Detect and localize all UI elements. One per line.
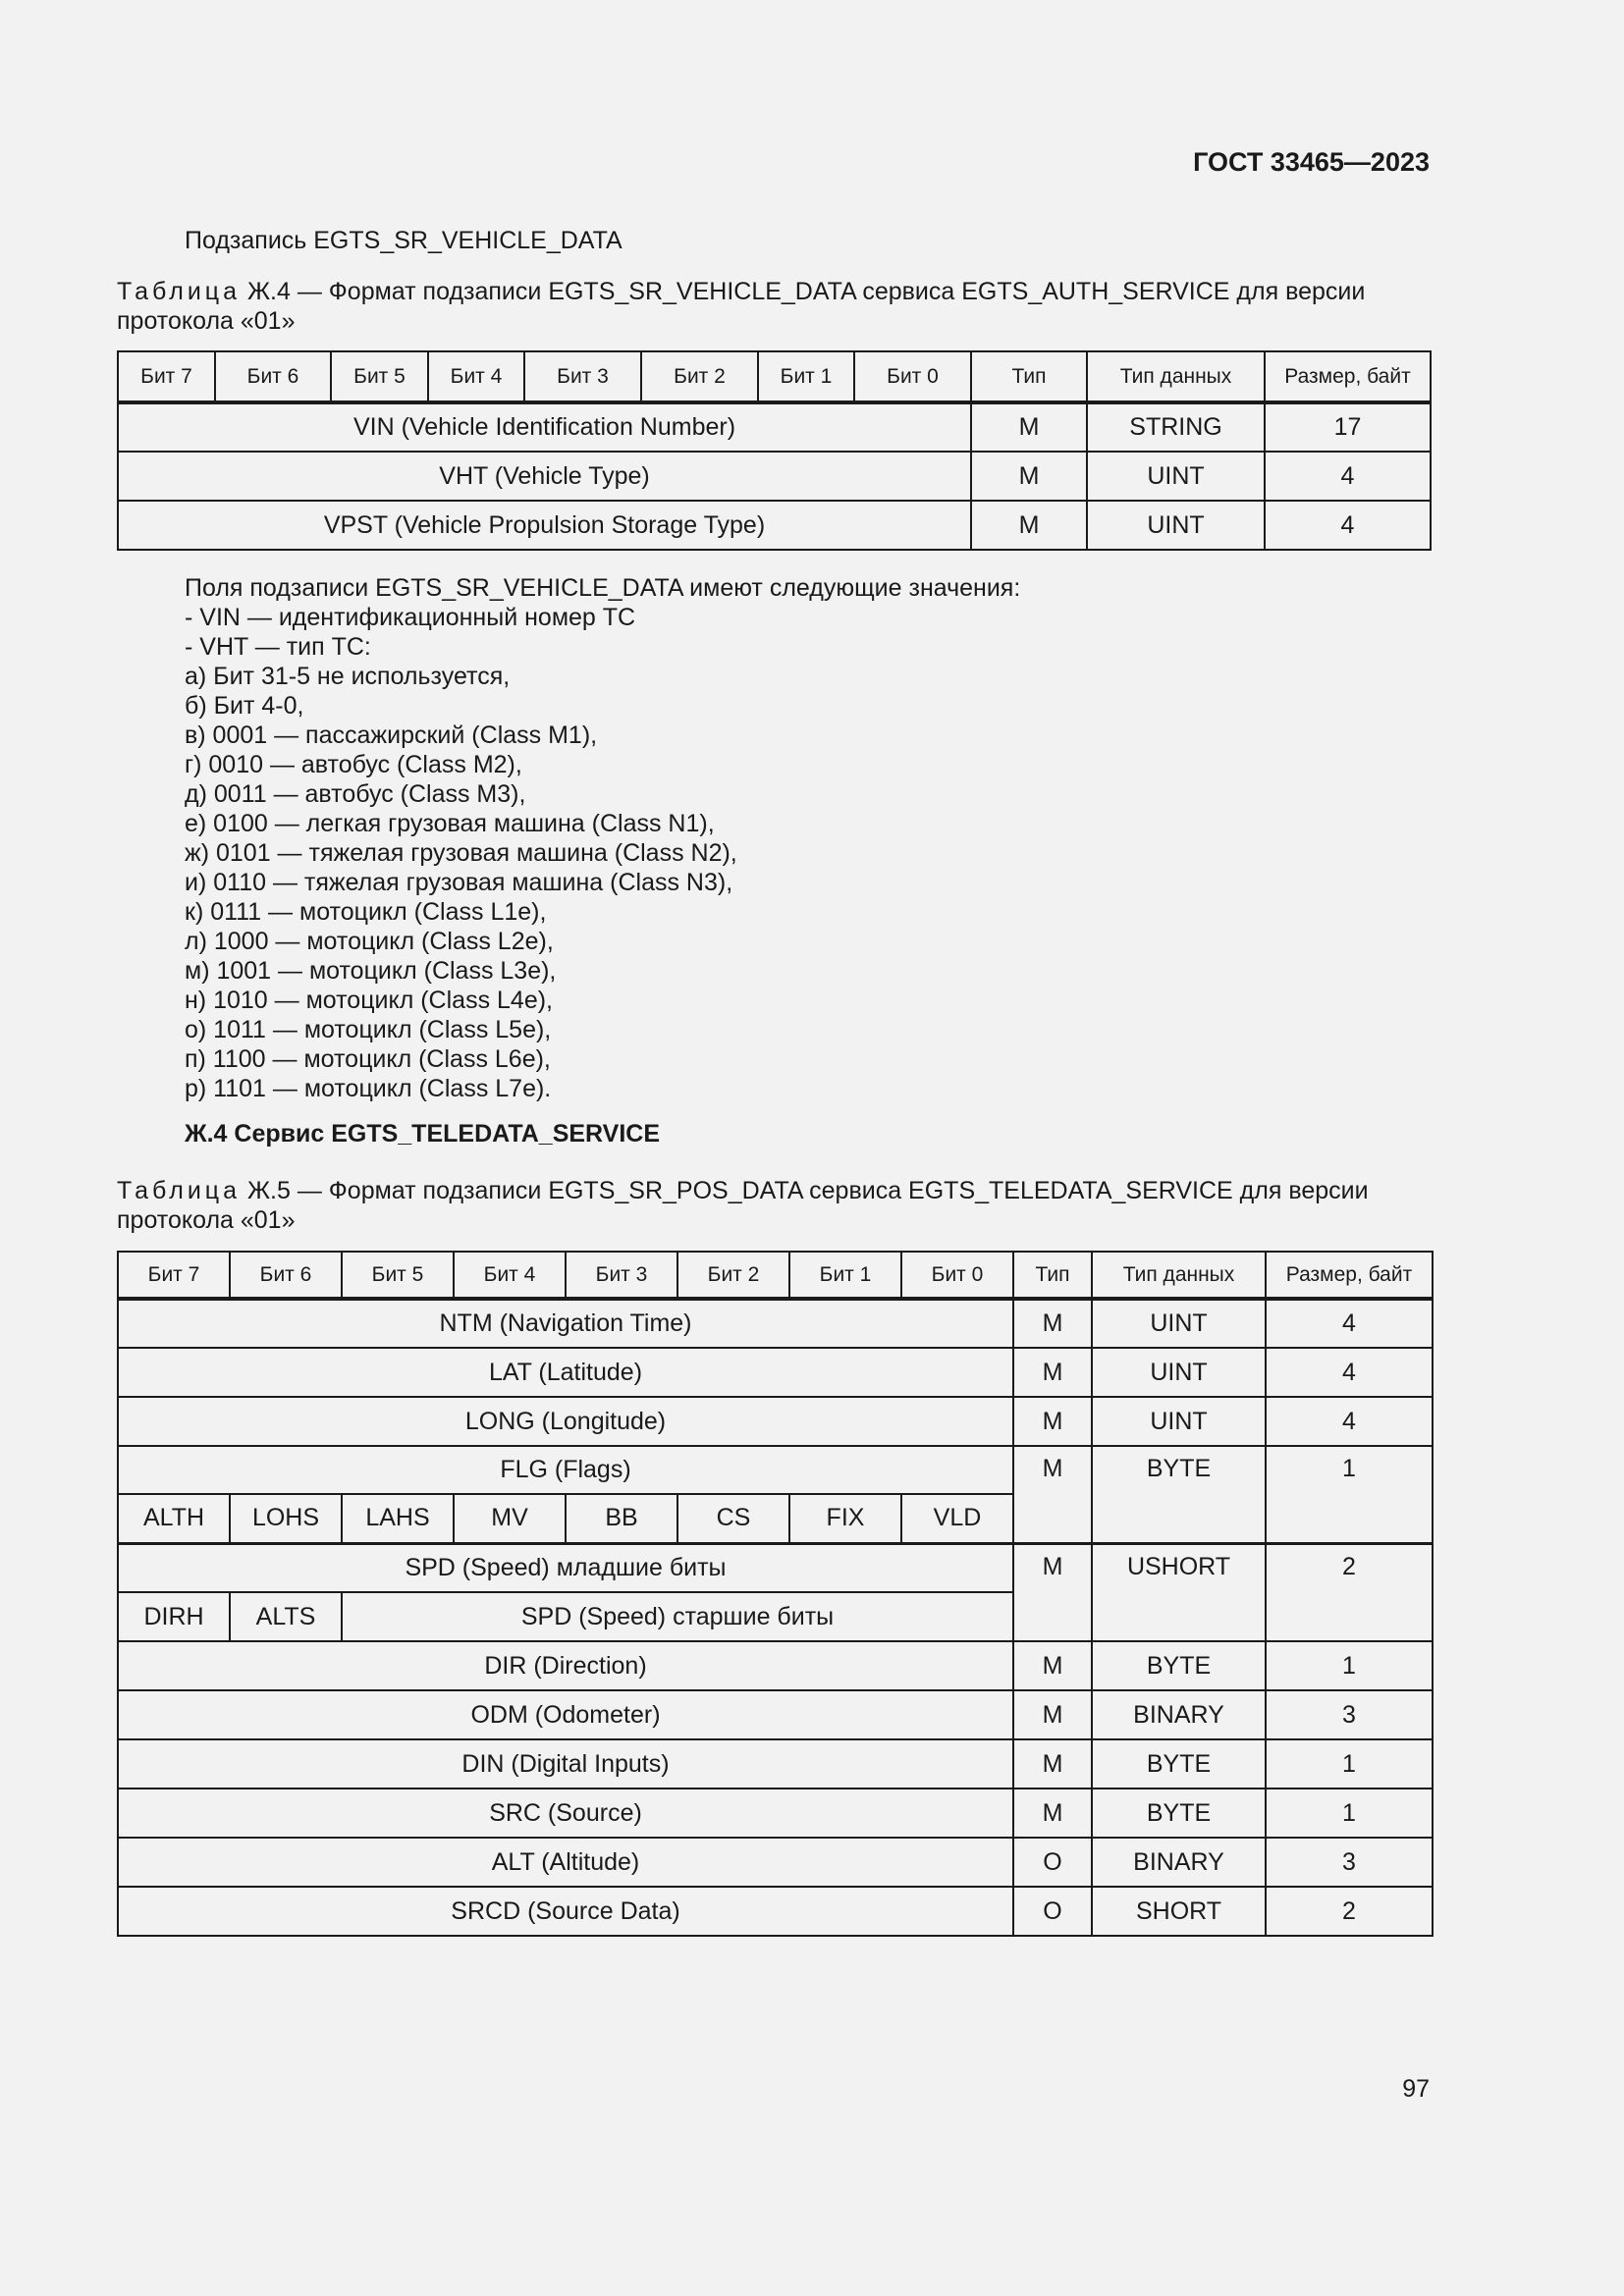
field-data-type: UINT [1092,1397,1266,1446]
field-name: LAT (Latitude) [118,1348,1013,1397]
column-header: Бит 6 [230,1252,342,1299]
list-item: - VIN — идентификационный номер ТС [185,604,636,631]
column-header: Бит 7 [118,351,215,402]
field-data-type: UINT [1092,1299,1266,1348]
field-name: SPD (Speed) младшие биты [118,1543,1013,1592]
field-size: 4 [1266,1299,1433,1348]
field-size: 1 [1266,1789,1433,1838]
table4-caption [117,277,1431,336]
table5-caption-text: Ж.5 — Формат подзаписи EGTS_SR_POS_DATA сервиса EGTS_TELEDATA_SERVICE для версии протокола «01» [117,1177,1369,1234]
field-name: DIN (Digital Inputs) [118,1739,1013,1789]
field-name: SRC (Source) [118,1789,1013,1838]
field-size: 4 [1265,452,1431,501]
field-data-type: STRING [1087,402,1265,452]
list-item: д) 0011 — автобус (Class M3), [185,780,526,808]
field-type: M [1013,1348,1092,1397]
field-type: O [1013,1838,1092,1887]
table-row [118,1838,1433,1887]
table4-caption-label: Таблица [117,278,242,305]
column-header: Бит 6 [215,351,331,402]
column-header: Бит 2 [677,1252,789,1299]
field-size: 3 [1266,1838,1433,1887]
field-data-type: SHORT [1092,1887,1266,1936]
field-data-type: UINT [1087,452,1265,501]
field-type: M [1013,1739,1092,1789]
column-header: Бит 1 [758,351,854,402]
table-row [118,1543,1433,1592]
field-size: 1 [1266,1641,1433,1690]
list-item: л) 1000 — мотоцикл (Class L2e), [185,928,554,955]
column-header: Тип [1013,1252,1092,1299]
table-header-row [118,351,1431,402]
column-header: Бит 1 [789,1252,901,1299]
column-header: Бит 4 [428,351,524,402]
field-name: VHT (Vehicle Type) [118,452,971,501]
column-header: Бит 0 [854,351,971,402]
field-name: VIN (Vehicle Identification Number) [118,402,971,452]
list-item: р) 1101 — мотоцикл (Class L7e). [185,1075,552,1102]
field-name: DIR (Direction) [118,1641,1013,1690]
column-header: Тип данных [1087,351,1265,402]
flag-bit: MV [454,1494,566,1543]
field-name: ALT (Altitude) [118,1838,1013,1887]
list-item: н) 1010 — мотоцикл (Class L4e), [185,987,553,1014]
field-size: 4 [1266,1348,1433,1397]
flag-bit: DIRH [118,1592,230,1641]
field-size: 1 [1266,1739,1433,1789]
table5-caption [117,1176,1431,1235]
table4 [117,350,1432,551]
field-data-type: BYTE [1092,1789,1266,1838]
list-item: п) 1100 — мотоцикл (Class L6e), [185,1045,551,1073]
field-type: M [1013,1299,1092,1348]
field-data-type: USHORT [1092,1543,1266,1641]
list-item: в) 0001 — пассажирский (Class M1), [185,721,598,749]
list-item: и) 0110 — тяжелая грузовая машина (Class N3), [185,869,733,896]
table-row [118,402,1431,452]
column-header: Бит 5 [342,1252,454,1299]
list-item: м) 1001 — мотоцикл (Class L3e), [185,957,557,985]
section-heading: Ж.4 Сервис EGTS_TELEDATA_SERVICE [185,1120,660,1148]
column-header: Размер, байт [1265,351,1431,402]
list-item: е) 0100 — легкая грузовая машина (Class N1), [185,810,715,837]
flag-bit: ALTH [118,1494,230,1543]
field-name: SRCD (Source Data) [118,1887,1013,1936]
field-type: M [1013,1397,1092,1446]
table-row [118,1789,1433,1838]
list-item: - VHT — тип ТС: [185,633,371,661]
column-header: Бит 0 [901,1252,1013,1299]
table-row [118,1348,1433,1397]
field-type: M [971,402,1087,452]
field-data-type: BYTE [1092,1739,1266,1789]
column-header: Бит 7 [118,1252,230,1299]
field-type: M [971,501,1087,550]
column-header: Бит 4 [454,1252,566,1299]
field-size: 4 [1265,501,1431,550]
field-name: FLG (Flags) [118,1446,1013,1494]
field-values-list [185,573,1020,1103]
table-row [118,452,1431,501]
subrecord-heading: Подзапись EGTS_SR_VEHICLE_DATA [185,227,623,254]
field-data-type: BINARY [1092,1690,1266,1739]
list-item: а) Бит 31-5 не используется, [185,663,511,690]
column-header: Бит 2 [641,351,758,402]
flag-bit: LAHS [342,1494,454,1543]
list-item: к) 0111 — мотоцикл (Class L1e), [185,898,547,926]
flag-bit: BB [566,1494,677,1543]
table-header-row [118,1252,1433,1299]
field-data-type: BINARY [1092,1838,1266,1887]
list-item: б) Бит 4-0, [185,692,304,720]
field-type: M [1013,1641,1092,1690]
field-size: 4 [1266,1397,1433,1446]
field-data-type: BYTE [1092,1641,1266,1690]
field-type: M [1013,1690,1092,1739]
page-number: 97 [1402,2075,1430,2103]
document-code: ГОСТ 33465—2023 [1193,147,1430,177]
table5-caption-label: Таблица [117,1177,242,1204]
column-header: Бит 5 [331,351,428,402]
table-row [118,1641,1433,1690]
field-type: M [971,452,1087,501]
field-name: LONG (Longitude) [118,1397,1013,1446]
table-row [118,1887,1433,1936]
field-size: 1 [1266,1446,1433,1543]
table-row [118,1739,1433,1789]
field-name: ODM (Odometer) [118,1690,1013,1739]
field-data-type: BYTE [1092,1446,1266,1543]
list-item: Поля подзаписи EGTS_SR_VEHICLE_DATA имеют следующие значения: [185,574,1021,602]
list-item: ж) 0101 — тяжелая грузовая машина (Class N2), [185,839,737,867]
field-data-type: UINT [1092,1348,1266,1397]
table-row [118,501,1431,550]
column-header: Бит 3 [566,1252,677,1299]
field-name: NTM (Navigation Time) [118,1299,1013,1348]
field-type: M [1013,1789,1092,1838]
field-type: M [1013,1543,1092,1641]
field-size: 3 [1266,1690,1433,1739]
column-header: Тип [971,351,1087,402]
field-size: 2 [1266,1543,1433,1641]
table5 [117,1251,1434,1937]
flag-bit: VLD [901,1494,1013,1543]
flag-bit: FIX [789,1494,901,1543]
table-row [118,1690,1433,1739]
flag-bit: ALTS [230,1592,342,1641]
list-item: о) 1011 — мотоцикл (Class L5e), [185,1016,552,1043]
field-data-type: UINT [1087,501,1265,550]
list-item: г) 0010 — автобус (Class M2), [185,751,522,778]
field-type: M [1013,1446,1092,1543]
column-header: Размер, байт [1266,1252,1433,1299]
field-size: 17 [1265,402,1431,452]
table4-caption-text: Ж.4 — Формат подзаписи EGTS_SR_VEHICLE_DATA сервиса EGTS_AUTH_SERVICE для версии протокола «01» [117,278,1366,335]
field-size: 2 [1266,1887,1433,1936]
table-row [118,1446,1433,1494]
field-name: SPD (Speed) старшие биты [342,1592,1013,1641]
flag-bit: LOHS [230,1494,342,1543]
field-name: VPST (Vehicle Propulsion Storage Type) [118,501,971,550]
column-header: Тип данных [1092,1252,1266,1299]
field-type: O [1013,1887,1092,1936]
table-row [118,1397,1433,1446]
flag-bit: CS [677,1494,789,1543]
column-header: Бит 3 [524,351,641,402]
table-row [118,1299,1433,1348]
